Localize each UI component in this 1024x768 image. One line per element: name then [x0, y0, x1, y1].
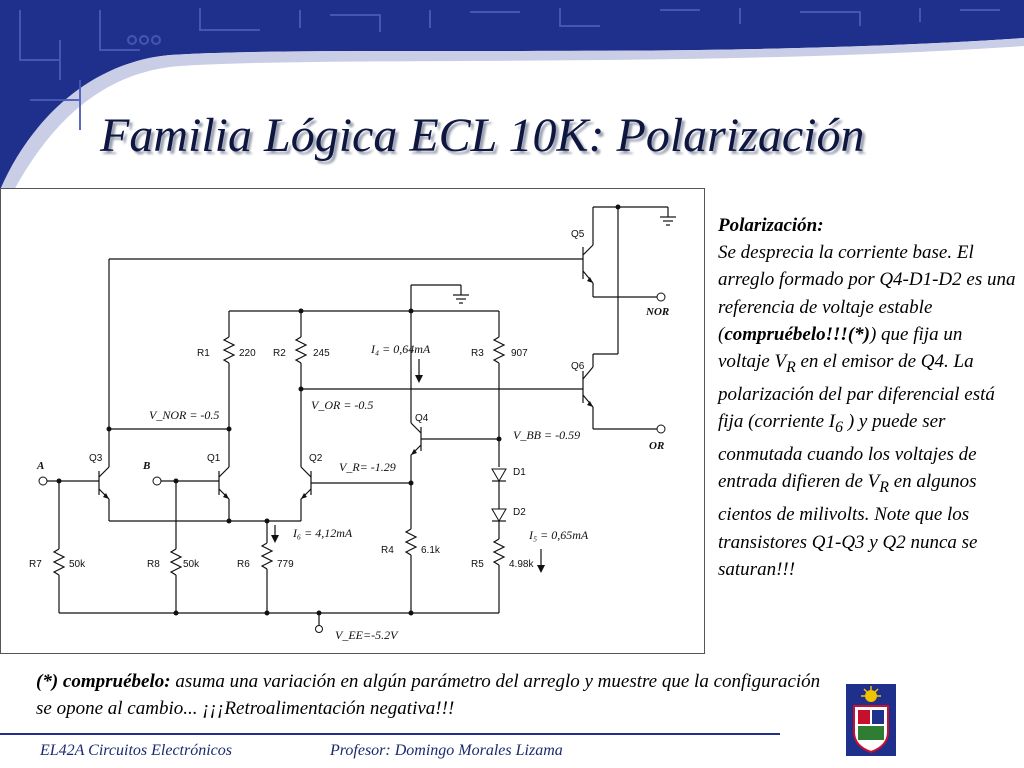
- transistor-q5: [583, 245, 593, 297]
- label-nor-output: NOR: [646, 306, 670, 318]
- value-r4: 6.1k: [421, 545, 440, 556]
- footer-rule: [0, 733, 780, 735]
- label-r3: R3: [471, 348, 484, 359]
- value-r7: 50k: [69, 559, 86, 570]
- circuit-diagram: [0, 188, 705, 654]
- footer-course: EL42A Circuitos Electrónicos: [40, 742, 232, 759]
- explanation-part-3: en el emisor de Q4. La polarización del par diferencial está fija (corriente I: [718, 351, 995, 433]
- annotation-i4: I₄ = 0,64mA: [371, 342, 431, 356]
- transistor-q6: [583, 367, 593, 429]
- label-q5: Q5: [571, 229, 585, 240]
- label-or-output: OR: [649, 440, 665, 452]
- footer-professor: Profesor: Domingo Morales Lizama: [330, 742, 563, 759]
- transistor-q4: [411, 423, 421, 455]
- label-q6: Q6: [571, 361, 585, 372]
- ground-symbol-top: [618, 207, 676, 225]
- label-r5: R5: [471, 559, 484, 570]
- annotation-i6: I₆ = 4,12mA: [293, 526, 353, 540]
- value-r2: 245: [313, 348, 330, 359]
- explanation-heading: Polarización:: [718, 215, 824, 236]
- slide-title: Familia Lógica ECL 10K: Polarización: [100, 109, 865, 162]
- explanation-sub-6: 6: [835, 419, 844, 437]
- footnote: [36, 668, 836, 722]
- transistor-q3: [99, 467, 109, 499]
- explanation-sub-r1: R: [786, 358, 796, 376]
- value-r8: 50k: [183, 559, 200, 570]
- diode-d2: [492, 509, 506, 521]
- label-q2: Q2: [309, 453, 323, 464]
- footnote-text: asuma una variación en algún parámetro del arreglo y muestre que la configuración se opone al cambio... ¡¡¡Retroalimentación negativa!!!: [36, 671, 821, 719]
- value-r6: 779: [277, 559, 294, 570]
- label-input-b: B: [143, 460, 151, 472]
- label-input-a: A: [37, 460, 45, 472]
- footnote-bold: (*) compruébelo:: [36, 671, 171, 692]
- transistor-q1: [219, 467, 229, 499]
- annotation-vnor: V_NOR = -0.5: [149, 408, 220, 422]
- value-r1: 220: [239, 348, 256, 359]
- label-d1: D1: [513, 467, 526, 478]
- explanation-part-2: ) que fija un voltaje V: [718, 323, 963, 373]
- label-r2: R2: [273, 348, 286, 359]
- explanation-part-5: en algunos cientos de milivolts. Note que los transistores Q1-Q3 y Q2 nunca se saturan!!!: [718, 471, 978, 580]
- explanation-part-1: Se desprecia la corriente base. El arreglo formado por Q4-D1-D2 es una referencia de voltaje estable (: [718, 242, 1016, 345]
- explanation-bold: compruébelo!!!(*): [724, 323, 870, 345]
- label-d2: D2: [513, 507, 526, 518]
- annotation-vr: V_R= -1.29: [339, 460, 396, 474]
- label-r8: R8: [147, 559, 160, 570]
- explanation-text: [718, 212, 1018, 583]
- value-r5: 4.98k: [509, 559, 534, 570]
- annotation-vor: V_OR = -0.5: [311, 398, 374, 412]
- label-q4: Q4: [415, 413, 429, 424]
- annotation-vee: V_EE=-5.2V: [335, 628, 398, 642]
- label-q1: Q1: [207, 453, 221, 464]
- value-r3: 907: [511, 348, 528, 359]
- label-q3: Q3: [89, 453, 103, 464]
- explanation-sub-r2: R: [879, 479, 889, 497]
- label-r7: R7: [29, 559, 42, 570]
- explanation-part-4: ) y puede ser conmutada cuando los voltajes de entrada difieren de V: [718, 411, 977, 493]
- ground-symbol-mid: [453, 285, 469, 303]
- transistor-q2: [301, 467, 311, 499]
- input-a-terminal: [39, 477, 47, 485]
- label-r4: R4: [381, 545, 394, 556]
- annotation-vbb: V_BB = -0.59: [513, 428, 581, 442]
- annotation-i5: I₅ = 0,65mA: [529, 528, 589, 542]
- input-b-terminal: [153, 477, 161, 485]
- label-r1: R1: [197, 348, 210, 359]
- university-crest-icon: [846, 684, 896, 756]
- label-r6: R6: [237, 559, 250, 570]
- diode-d1: [492, 469, 506, 481]
